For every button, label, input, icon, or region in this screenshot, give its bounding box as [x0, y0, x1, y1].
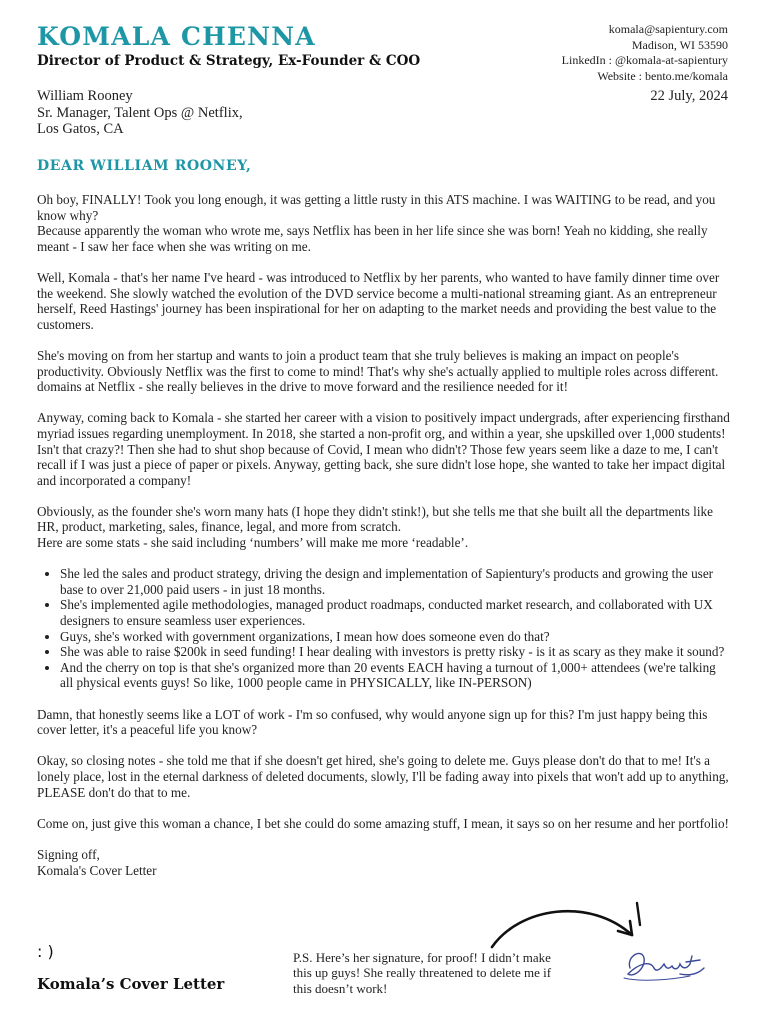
applicant-name: KOMALA CHENNA [37, 22, 316, 51]
list-item: • And the cherry on top is that she's organized more than 20 events EACH having a turnout of 1,000+ attendees (we're talking all physical events guys! So like, 1000 people came in PHYSICALLY, like IN-PERSON) [60, 660, 731, 691]
paragraph: Come on, just give this woman a chance, I bet she could do some amazing stuff, I mean, it says so on her resume and her portfolio! [37, 815, 729, 831]
salutation: DEAR WILLIAM ROONEY, [37, 158, 252, 174]
paragraph: Damn, that honestly seems like a LOT of work - I'm so confused, why would anyone sign up for this? I'm just happy being this cover letter, it's a peaceful life you know? [37, 706, 708, 738]
contact-linkedin[interactable]: LinkedIn : @komala-at-sapientury [561, 53, 728, 67]
paragraph: Obviously, as the founder she's worn many hats (I hope they didn't stink!), but she tells me that she built all the departments like HR, product, marketing, sales, finance, legal, and more from scratch. Here are some stats - she said including ‘numbers’ will make me more ‘readable’. [37, 503, 713, 551]
list-item: • Guys, she's worked with government organizations, I mean how does someone even do that? [60, 629, 731, 645]
letter-body [37, 192, 731, 878]
recipient-block [37, 88, 243, 138]
letter-date: 22 July, 2024 [650, 88, 728, 104]
closing-line: Signing off, [37, 846, 100, 862]
list-item: • She's implemented agile methodologies, managed product roadmaps, conducted market research, and collaborated with UX designers to ensure seamless user experiences. [60, 597, 731, 628]
paragraph: She's moving on from her startup and wants to join a product team that she truly believes is making an impact on people's productivity. Obviously Netflix was the first to come to mind! That's why she's actually applied to multiple roles across different. domains at Netflix - she really believes in the drive to move forward and the resilience needed for it! [37, 347, 719, 395]
signature-icon [620, 938, 710, 986]
paragraph: Anyway, coming back to Komala - she started her career with a vision to positively impact undergrads, after experiencing firsthand myriad issues regarding unemployment. In 2018, she started a non-profit org, and within a year, she upskilled over 1,000 students! Isn't that crazy?! Then she had to shut shop because of Covid, I mean who didn't? Those few years seem like a daze to me, I can't recall if I was just a piece of paper or pixels. Anyway, getting back, she sure didn't lose hope, she wanted to take her impact digital and incorporated a company! [37, 410, 730, 488]
list-item: • She led the sales and product strategy, driving the design and implementation of Sapientury's products and growing the user base to over 21,000 paid users - in just 18 months. [60, 566, 731, 597]
contact-email[interactable]: komala@sapientury.com [608, 22, 728, 36]
contact-block [562, 22, 728, 84]
recipient-location: Los Gatos, CA [37, 121, 124, 137]
postscript: P.S. Here’s her signature, for proof! I didn’t make this up guys! She really threatened to delete me if this doesn’t work! [293, 950, 552, 996]
stats-list [37, 566, 731, 691]
footer-title: Komala’s Cover Letter [37, 975, 225, 993]
applicant-title: Director of Product & Strategy, Ex-Founder & COO [37, 53, 421, 69]
paragraph: Well, Komala - that's her name I've heard - was introduced to Netflix by her parents, who wanted to have family dinner time over the weekend. She slowly watched the evolution of the DVD service become a multi-national streaming giant. As an entrepreneur herself, Reed Hastings' journey has been inspirational for her on adapting to the market needs and providing the best value to the customers. [37, 269, 720, 332]
paragraph: Oh boy, FINALLY! Took you long enough, it was getting a little rusty in this ATS machine. I was WAITING to be read, and you know why? Because apparently the woman who wrote me, says Netflix has been in her life since she was born! Yeah no kidding, she really meant - I saw her face when she was writing on me. [37, 192, 716, 254]
contact-location: Madison, WI 53590 [631, 37, 728, 52]
list-item: • She was able to raise $200k in seed funding! I hear dealing with investors is pretty risky - is it as scary as they make it sound? [60, 644, 731, 660]
recipient-name: William Rooney [37, 88, 133, 104]
smiley: : ) [37, 942, 54, 961]
contact-website[interactable]: Website : bento.me/komala [597, 68, 728, 83]
closing-signoff: Komala's Cover Letter [37, 862, 157, 878]
paragraph: Okay, so closing notes - she told me that if she doesn't get hired, she's going to delete me. Guys please don't do that to me! It's a lonely place, lost in the eternal darkness of deleted documents, slowly, I'll be fading away into pixels that won't add up to anything, PLEASE don't do that to me. [37, 753, 729, 800]
recipient-role: Sr. Manager, Talent Ops @ Netflix, [37, 104, 243, 121]
